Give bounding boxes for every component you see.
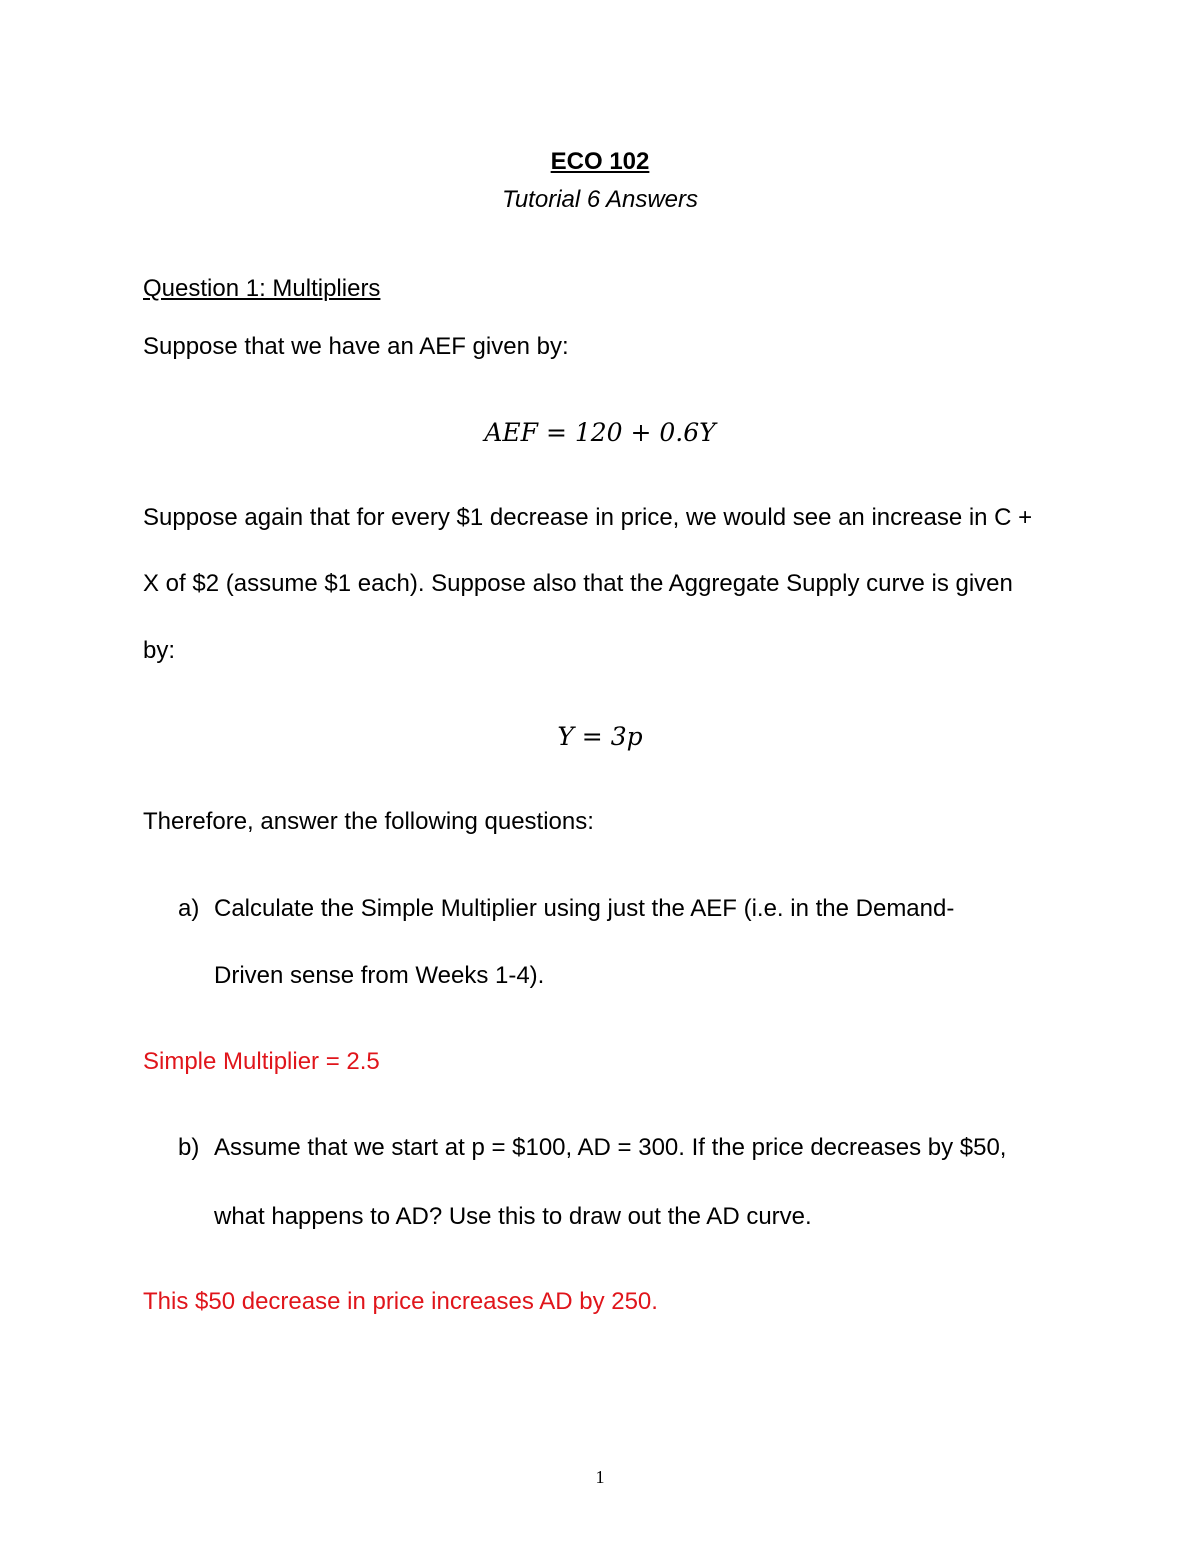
supply-equation: Y = 3p bbox=[557, 722, 643, 751]
part-a-answer: Simple Multiplier = 2.5 bbox=[143, 1048, 380, 1075]
part-a-line-2: Driven sense from Weeks 1-4). bbox=[214, 962, 545, 989]
paragraph-line-2: X of $2 (assume $1 each). Suppose also that the Aggregate Supply curve is given bbox=[143, 570, 1013, 597]
part-a-marker: a) bbox=[178, 895, 200, 922]
part-b-line-2: what happens to AD? Use this to draw out the AD curve. bbox=[214, 1203, 812, 1230]
course-title: ECO 102 bbox=[550, 148, 650, 175]
questions-prompt: Therefore, answer the following questions: bbox=[143, 808, 594, 835]
document-subtitle: Tutorial 6 Answers bbox=[501, 186, 699, 213]
part-b-line-1 bbox=[178, 1133, 1006, 1163]
page-number: 1 bbox=[595, 1467, 605, 1487]
paragraph-line-1: Suppose again that for every $1 decrease in price, we would see an increase in C + bbox=[143, 504, 1033, 531]
part-a-line-1 bbox=[178, 894, 954, 924]
part-b-marker: b) bbox=[178, 1134, 200, 1161]
paragraph-line-3: by: bbox=[143, 637, 176, 664]
intro-text: Suppose that we have an AEF given by: bbox=[143, 333, 569, 360]
question-heading: Question 1: Multipliers bbox=[143, 275, 381, 302]
aef-equation: AEF = 120 + 0.6Y bbox=[484, 418, 716, 447]
part-a-text: Calculate the Simple Multiplier using just the AEF (i.e. in the Demand- bbox=[214, 895, 955, 922]
part-b-text: Assume that we start at p = $100, AD = 300. If the price decreases by $50, bbox=[214, 1134, 1007, 1161]
part-b-answer: This $50 decrease in price increases AD by 250. bbox=[143, 1288, 658, 1315]
